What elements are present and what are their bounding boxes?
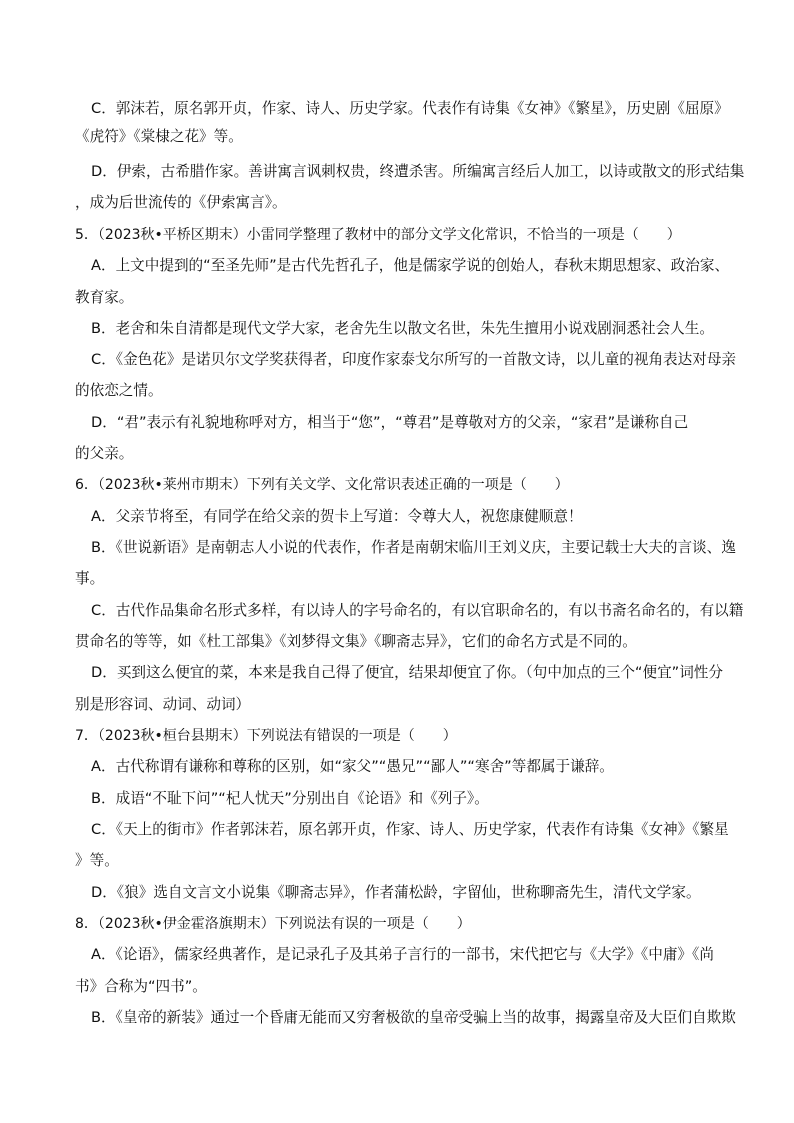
q7-option-c-continuation: 》等。 <box>75 852 119 869</box>
q6-option-b-continuation: 事。 <box>75 570 105 587</box>
q5-option-c: C．《金色花》是诺贝尔文学奖获得者，印度作家泰戈尔所写的一首散文诗，以儿童的视角表达对母亲 <box>91 351 737 368</box>
q5-option-b: B．老舍和朱自清都是现代文学大家，老舍先生以散文名世，朱先生擅用小说戏剧洞悉社会人生。 <box>91 320 714 337</box>
q7-option-a: A．古代称谓有谦称和尊称的区别，如“家父”“愚兄”“鄙人”“寒舍”等都属于谦辞。 <box>91 758 614 775</box>
option-c-line: C．郭沫若，原名郭开贞，作家、诗人、历史学家。代表作有诗集《女神》《繁星》，历史剧《屈原》 <box>91 100 729 117</box>
q5-option-d-continuation: 的父亲。 <box>75 445 134 462</box>
question-8-stem: 8．（2023秋•伊金霍洛旗期末）下列说法有误的一项是（ ） <box>75 916 471 932</box>
q7-option-b: B．成语“不耻下问”“杞人忧天”分别出自《论语》和《列子》。 <box>91 790 489 807</box>
q6-option-a: A．父亲节将至，有同学在给父亲的贺卡上写道：令尊大人，祝您康健顺意！ <box>91 508 583 525</box>
q6-option-d-continuation: 别是形容词、动词、动词） <box>75 696 251 713</box>
question-6-stem: 6．（2023秋•莱州市期末）下列有关文学、文化常识表述正确的一项是（ ） <box>75 477 569 493</box>
q6-option-c: C．古代作品集命名形式多样，有以诗人的字号命名的，有以官职命名的，有以书斋名命名的，有以籍 <box>91 602 744 619</box>
q7-option-d: D．《狼》选自文言文小说集《聊斋志异》，作者蒲松龄，字留仙，世称聊斋先生，清代文学家。 <box>91 884 701 901</box>
q8-option-a-continuation: 书》合称为“四书”。 <box>75 978 207 995</box>
q5-option-d: D．“君”表示有礼貌地称呼对方，相当于“您”，“尊君”是尊敬对方的父亲，“家君”是谦称自己 <box>91 414 689 431</box>
option-d-continuation: ，成为后世流传的《伊索寓言》。 <box>75 194 287 211</box>
option-c-continuation: 《虎符》《棠棣之花》等。 <box>75 128 243 145</box>
q8-option-b: B．《皇帝的新装》通过一个昏庸无能而又穷奢极欲的皇帝受骗上当的故事，揭露皇帝及大臣们自欺欺 <box>91 1009 736 1026</box>
q7-option-c: C．《天上的街市》作者郭沫若，原名郭开贞，作家、诗人、历史学家，代表作有诗集《女神》《繁星 <box>91 821 729 838</box>
q6-option-c-continuation: 贯命名的等等，如《杜工部集》《刘梦得文集》《聊斋志异》，它们的命名方式是不同的。 <box>75 633 637 650</box>
q6-option-b: B．《世说新语》是南朝志人小说的代表作，作者是南朝宋临川王刘义庆，主要记载士大夫的言谈、逸 <box>91 539 736 556</box>
q5-option-a-continuation: 教育家。 <box>75 289 134 306</box>
q8-option-a: A．《论语》，儒家经典著作，是记录孔子及其弟子言行的一部书，宋代把它与《大学》《中庸》《尚 <box>91 946 714 963</box>
option-d-line: D．伊索，古希腊作家。善讲寓言讽刺权贵，终遭杀害。所编寓言经后人加工，以诗或散文的形式结集 <box>91 163 745 180</box>
question-5-stem: 5．（2023秋•平桥区期末）小雷同学整理了教材中的部分文学文化常识，不恰当的一项是（ ） <box>75 227 681 243</box>
q5-option-c-continuation: 的依恋之情。 <box>75 382 163 399</box>
question-7-stem: 7．（2023秋•桓台县期末）下列说法有错误的一项是（ ） <box>75 728 457 744</box>
q6-option-d: D．买到这么便宜的菜，本来是我自己得了便宜，结果却便宜了你。（句中加点的三个“便宜”词性分 <box>91 664 723 681</box>
q5-option-a: A．上文中提到的“至圣先师”是古代先哲孔子，他是儒家学说的创始人，春秋末期思想家、政治家、 <box>91 257 730 274</box>
